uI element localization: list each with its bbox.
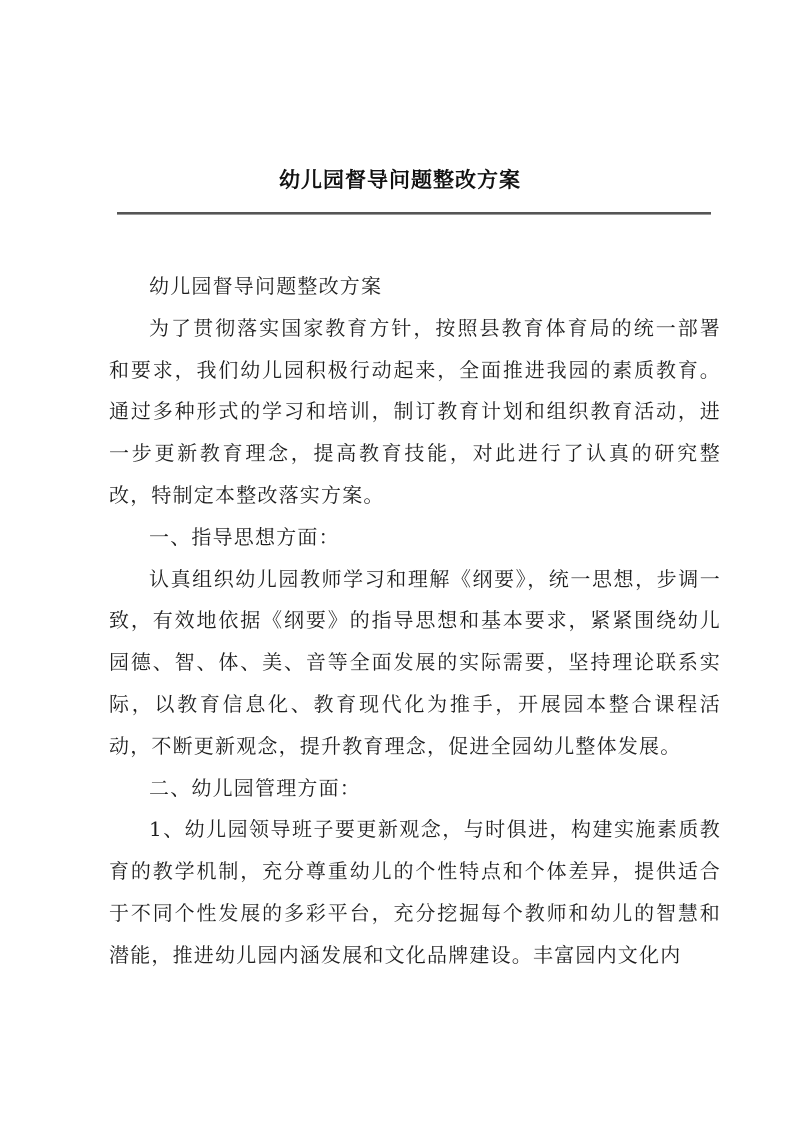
document-title: 幼儿园督导问题整改方案 bbox=[279, 167, 521, 192]
document-body bbox=[109, 266, 721, 977]
management-item-1-paragraph: 1、幼儿园领导班子要更新观念，与时俱进，构建实施素质教育的教学机制，充分尊重幼儿的个性特点和个体差异，提供适合于不同个性发展的多彩平台，充分挖掘每个教师和幼儿的智慧和潜能，推进幼儿园内涵发展和文化品牌建设。丰富园内文化内 bbox=[109, 817, 721, 967]
section-heading-management: 二、幼儿园管理方面： bbox=[149, 775, 361, 800]
section-heading-guiding-ideology: 一、指导思想方面： bbox=[149, 524, 340, 549]
body-subtitle: 幼儿园督导问题整改方案 bbox=[149, 274, 383, 298]
guiding-ideology-paragraph: 认真组织幼儿园教师学习和理解《纲要》，统一思想，步调一致，有效地依据《纲要》的指导思想和基本要求，紧紧围绕幼儿园德、智、体、美、音等全面发展的实际需要，坚持理论联系实际，以教育信息化、教育现代化为推手，开展园本整合课程活动，不断更新观念，提升教育理念，促进全园幼儿整体发展。 bbox=[109, 566, 721, 758]
intro-paragraph: 为了贯彻落实国家教育方针，按照县教育体育局的统一部署和要求，我们幼儿园积极行动起来，全面推进我园的素质教育。通过多种形式的学习和培训，制订教育计划和组织教育活动，进一步更新教育理念，提高教育技能，对此进行了认真的研究整改，特制定本整改落实方案。 bbox=[109, 315, 721, 507]
title-divider bbox=[117, 212, 711, 214]
